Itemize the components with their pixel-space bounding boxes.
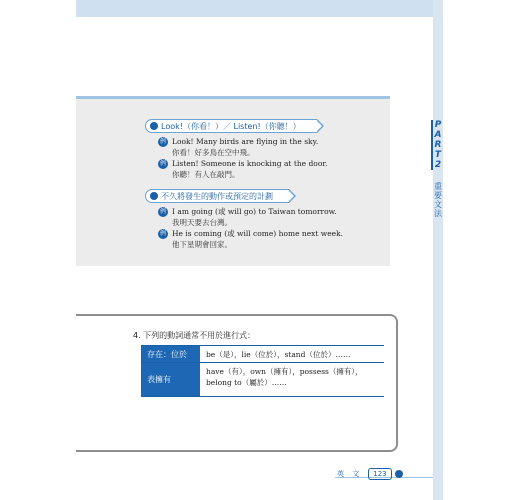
table-row-content: have（有），own（擁有），possess（擁有），belong to（屬於）……: [206, 367, 363, 387]
example-chinese: 你看！好多鳥在空中飛。: [172, 148, 255, 157]
example-badge-icon: 例: [159, 208, 166, 215]
side-part-letter: T: [434, 150, 442, 160]
side-topic-char: 文: [434, 200, 442, 209]
side-part-letter: R: [434, 140, 442, 150]
side-topic-label: [429, 182, 447, 218]
section-heading-look-listen: [145, 119, 317, 133]
section-heading-future-plans: [145, 189, 289, 203]
side-strip: [433, 0, 443, 500]
example-chinese: 我明天要去台灣。: [172, 218, 232, 227]
side-part-letter: A: [434, 130, 442, 140]
footer-subject-label: 英 文: [337, 470, 363, 478]
table-row: [141, 363, 384, 397]
example-chinese: 你聽！有人在敲門。: [172, 170, 240, 179]
side-part-label: [431, 120, 445, 170]
table-row-content: be（是），lie（位於），stand（位於）……: [206, 350, 351, 359]
top-band: [76, 0, 438, 17]
side-part-letter: 2: [434, 160, 442, 170]
table-row-label: 存在：位於: [141, 346, 200, 362]
page-footer: [337, 468, 403, 480]
example-badge-icon: 例: [159, 138, 166, 145]
example-badge-icon: 例: [159, 230, 166, 237]
side-part-letter: P: [434, 120, 442, 130]
side-topic-char: 要: [434, 191, 442, 200]
example-english: Look! Many birds are flying in the sky.: [172, 137, 319, 146]
verb-table: [141, 345, 384, 397]
table-row: [141, 345, 384, 363]
example-english: I am going (或 will go) to Taiwan tomorrow.: [172, 207, 337, 216]
side-topic-char: 法: [434, 209, 442, 218]
table-row-label: 表擁有: [141, 363, 200, 396]
section-heading-text: 不久將發生的動作或預定的計劃: [161, 191, 273, 201]
footer-dot-icon: [395, 470, 403, 478]
note-title: 4. 下列的動詞通常不用於進行式：: [133, 331, 256, 340]
example-badge-icon: 例: [159, 160, 166, 167]
side-topic-char: 重: [434, 182, 442, 191]
example-chinese: 他下星期會回家。: [172, 240, 232, 249]
example-english: Listen! Someone is knocking at the door.: [172, 159, 328, 168]
section-heading-text: Look!（你看！）／ Listen!（你聽！）: [161, 121, 301, 131]
bullet-icon: [150, 122, 158, 130]
example-english: He is coming (或 will come) home next week.: [172, 229, 344, 238]
bullet-icon: [150, 192, 158, 200]
page-number: 123: [368, 468, 391, 480]
